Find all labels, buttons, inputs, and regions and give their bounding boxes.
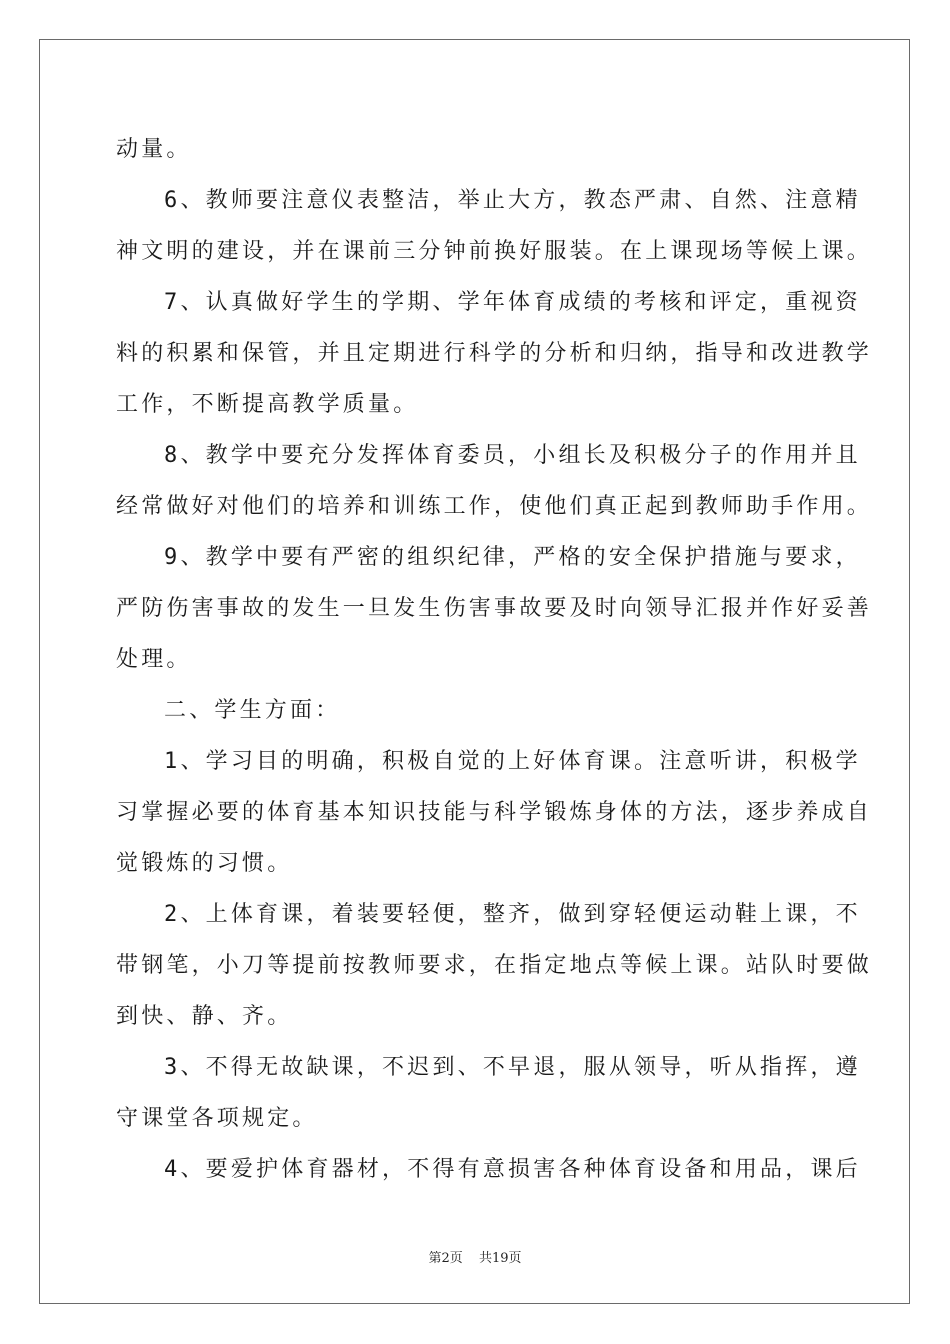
text-line: 二、学生方面：: [164, 698, 341, 723]
text-line: 守课堂各项规定。: [116, 1106, 318, 1131]
page-total: 共19页: [478, 1251, 522, 1266]
text-line: 到快、静、齐。: [116, 1004, 293, 1029]
text-line: 2、上体育课，着装要轻便，整齐，做到穿轻便运动鞋上课，不: [164, 902, 861, 927]
document-body: [116, 124, 873, 1195]
text-line: 工作，不断提高教学质量。: [116, 392, 419, 417]
text-line: 神文明的建设，并在课前三分钟前换好服装。在上课现场等候上课。: [116, 239, 873, 264]
text-line: 8、教学中要充分发挥体育委员，小组长及积极分子的作用并且: [164, 443, 861, 468]
page-footer: [0, 1247, 950, 1266]
text-line: 9、教学中要有严密的组织纪律，严格的安全保护措施与要求，: [164, 545, 861, 570]
text-line: 习掌握必要的体育基本知识技能与科学锻炼身体的方法，逐步养成自: [116, 800, 873, 825]
text-line: 6、教师要注意仪表整洁，举止大方，教态严肃、自然、注意精: [164, 188, 861, 213]
text-line: 4、要爱护体育器材，不得有意损害各种体育设备和用品，课后: [164, 1157, 861, 1182]
text-line: 3、不得无故缺课，不迟到、不早退，服从领导，听从指挥，遵: [164, 1055, 861, 1080]
text-line: 1、学习目的明确，积极自觉的上好体育课。注意听讲，积极学: [164, 749, 861, 774]
text-line: 动量。: [116, 137, 192, 162]
page-number: 第2页: [428, 1251, 463, 1266]
text-line: 觉锻炼的习惯。: [116, 851, 293, 876]
text-line: 料的积累和保管，并且定期进行科学的分析和归纳，指导和改进教学: [116, 341, 873, 366]
text-line: 带钢笔，小刀等提前按教师要求，在指定地点等候上课。站队时要做: [116, 953, 873, 978]
text-line: 经常做好对他们的培养和训练工作，使他们真正起到教师助手作用。: [116, 494, 873, 519]
text-line: 严防伤害事故的发生一旦发生伤害事故要及时向领导汇报并作好妥善: [116, 596, 873, 621]
text-line: 处理。: [116, 647, 192, 672]
text-line: 7、认真做好学生的学期、学年体育成绩的考核和评定，重视资: [164, 290, 861, 315]
